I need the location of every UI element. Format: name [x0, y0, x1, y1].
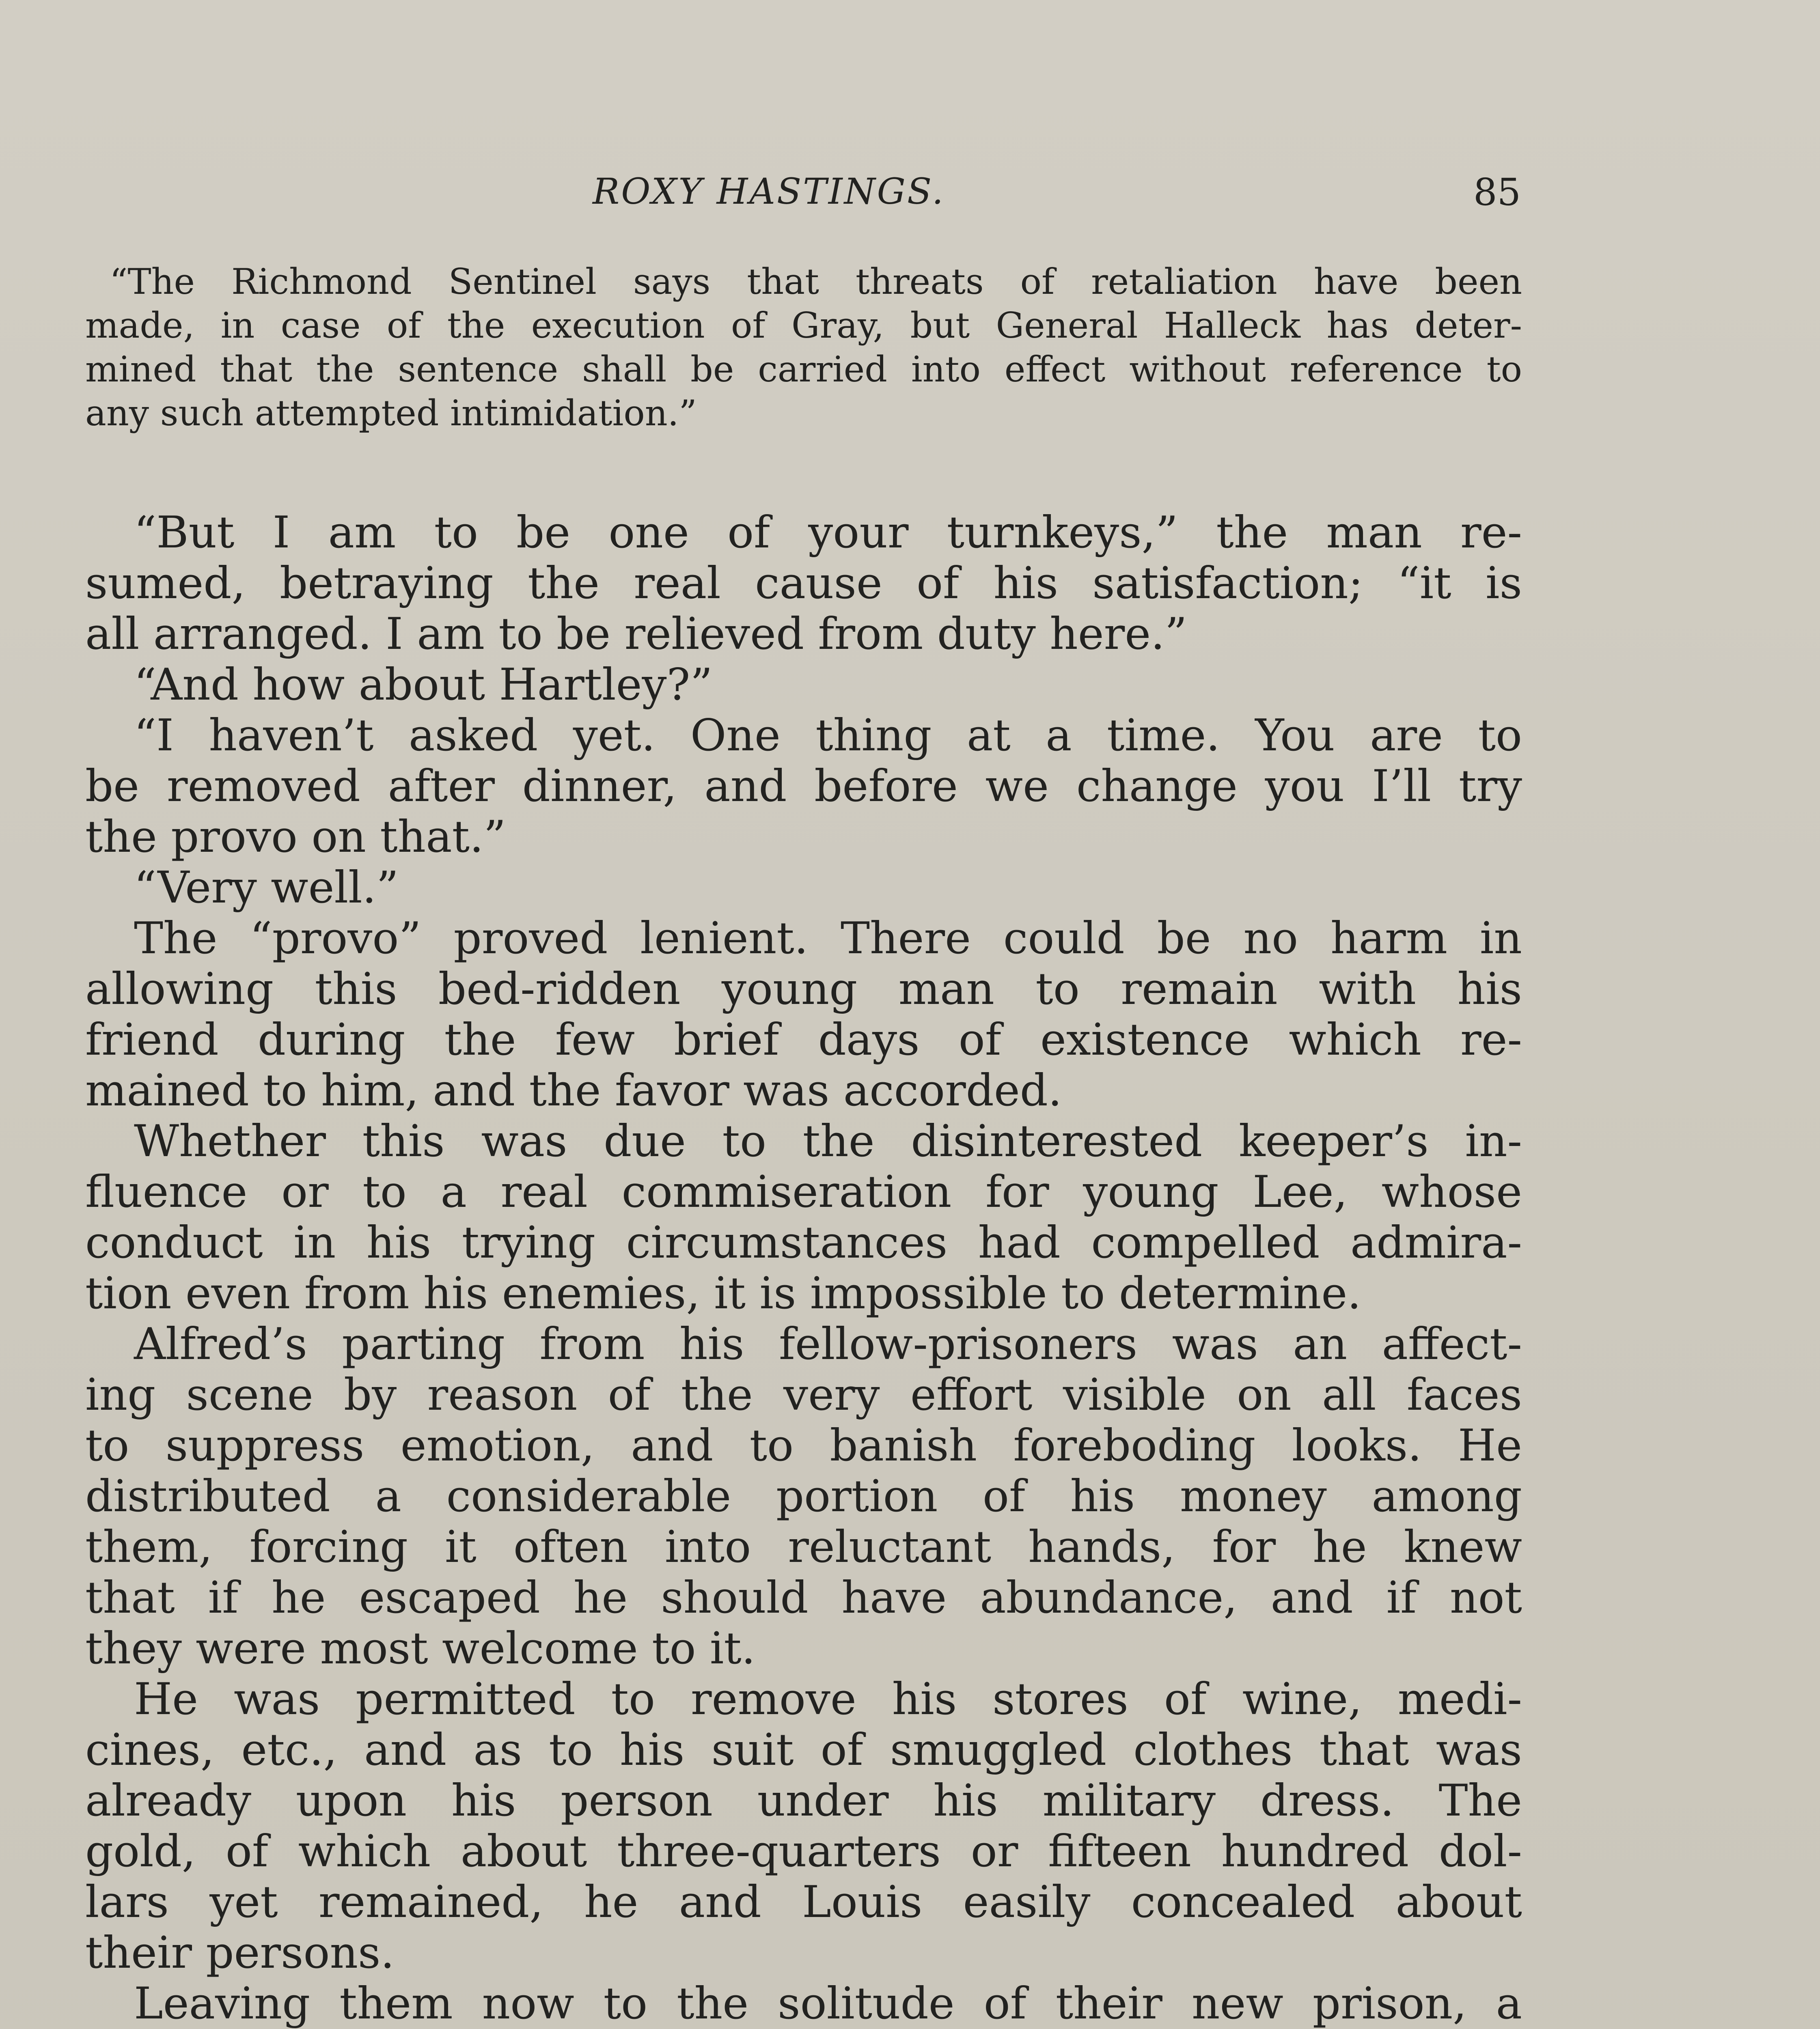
text-line: cines, etc., and as to his suit of smuggled clothes that was [85, 1725, 1522, 1775]
text-line: fluence or to a real commiseration for young Lee, whose [85, 1167, 1522, 1217]
quote-line: mined that the sentence shall be carried into effect without reference to [85, 349, 1522, 390]
text-line: sumed, betraying the real cause of his satisfaction; “it is [85, 558, 1522, 609]
text-line: “Very well.” [134, 862, 399, 913]
quote-line: “The Richmond Sentinel says that threats of retaliation have been [110, 261, 1522, 302]
text-line: Alfred’s parting from his fellow-prisoners was an affect- [134, 1319, 1522, 1370]
quote-line: any such attempted intimidation.” [85, 392, 697, 434]
text-line: that if he escaped he should have abundance, and if not [85, 1572, 1522, 1623]
text-line: The “provo” proved lenient. There could be no harm in [134, 913, 1522, 964]
text-line: Whether this was due to the disinterested keeper’s in- [134, 1116, 1522, 1167]
text-line: their persons. [85, 1928, 395, 1978]
text-line: ing scene by reason of the very effort visible on all faces [85, 1370, 1522, 1420]
text-line: Leaving them now to the solitude of their new prison, a [134, 1978, 1522, 2029]
page-number: 85 [1473, 170, 1521, 214]
newspaper-quote [85, 260, 1522, 435]
running-title: ROXY HASTINGS. [593, 170, 945, 212]
paragraph [85, 659, 1522, 710]
text-line: they were most welcome to it. [85, 1623, 756, 1674]
text-line: lars yet remained, he and Louis easily concealed about [85, 1877, 1522, 1928]
text-line: conduct in his trying circumstances had compelled admira- [85, 1217, 1522, 1268]
paragraph [85, 1319, 1522, 1674]
quote-line: made, in case of the execution of Gray, but General Halleck has deter- [85, 305, 1522, 346]
text-line: tion even from his enemies, it is impossible to determine. [85, 1268, 1361, 1319]
paragraph [85, 1674, 1522, 1978]
paragraph [85, 862, 1522, 913]
text-line: already upon his person under his military dress. The [85, 1775, 1522, 1826]
text-line: friend during the few brief days of existence which re- [85, 1014, 1522, 1065]
paragraph [85, 507, 1522, 659]
text-line: He was permitted to remove his stores of wine, medi- [134, 1674, 1522, 1725]
text-line: the provo on that.” [85, 812, 506, 862]
text-line: be removed after dinner, and before we change you I’ll try [85, 761, 1522, 812]
text-line: “And how about Hartley?” [134, 659, 713, 710]
text-line: distributed a considerable portion of his money among [85, 1471, 1522, 1522]
paragraph [85, 1116, 1522, 1319]
text-line: gold, of which about three-quarters or fifteen hundred dol- [85, 1826, 1522, 1877]
text-line: all arranged. I am to be relieved from duty here.” [85, 609, 1187, 659]
paragraph [85, 710, 1522, 862]
text-line: “But I am to be one of your turnkeys,” the man re- [134, 507, 1522, 558]
body-text [85, 507, 1522, 2029]
paragraph [85, 913, 1522, 1116]
text-line: allowing this bed-ridden young man to remain with his [85, 964, 1522, 1014]
paragraph [85, 1978, 1522, 2029]
text-line: “I haven’t asked yet. One thing at a time. You are to [134, 710, 1522, 761]
text-line: mained to him, and the favor was accorded. [85, 1065, 1062, 1116]
text-line: them, forcing it often into reluctant hands, for he knew [85, 1522, 1522, 1572]
text-line: to suppress emotion, and to banish foreboding looks. He [85, 1420, 1522, 1471]
